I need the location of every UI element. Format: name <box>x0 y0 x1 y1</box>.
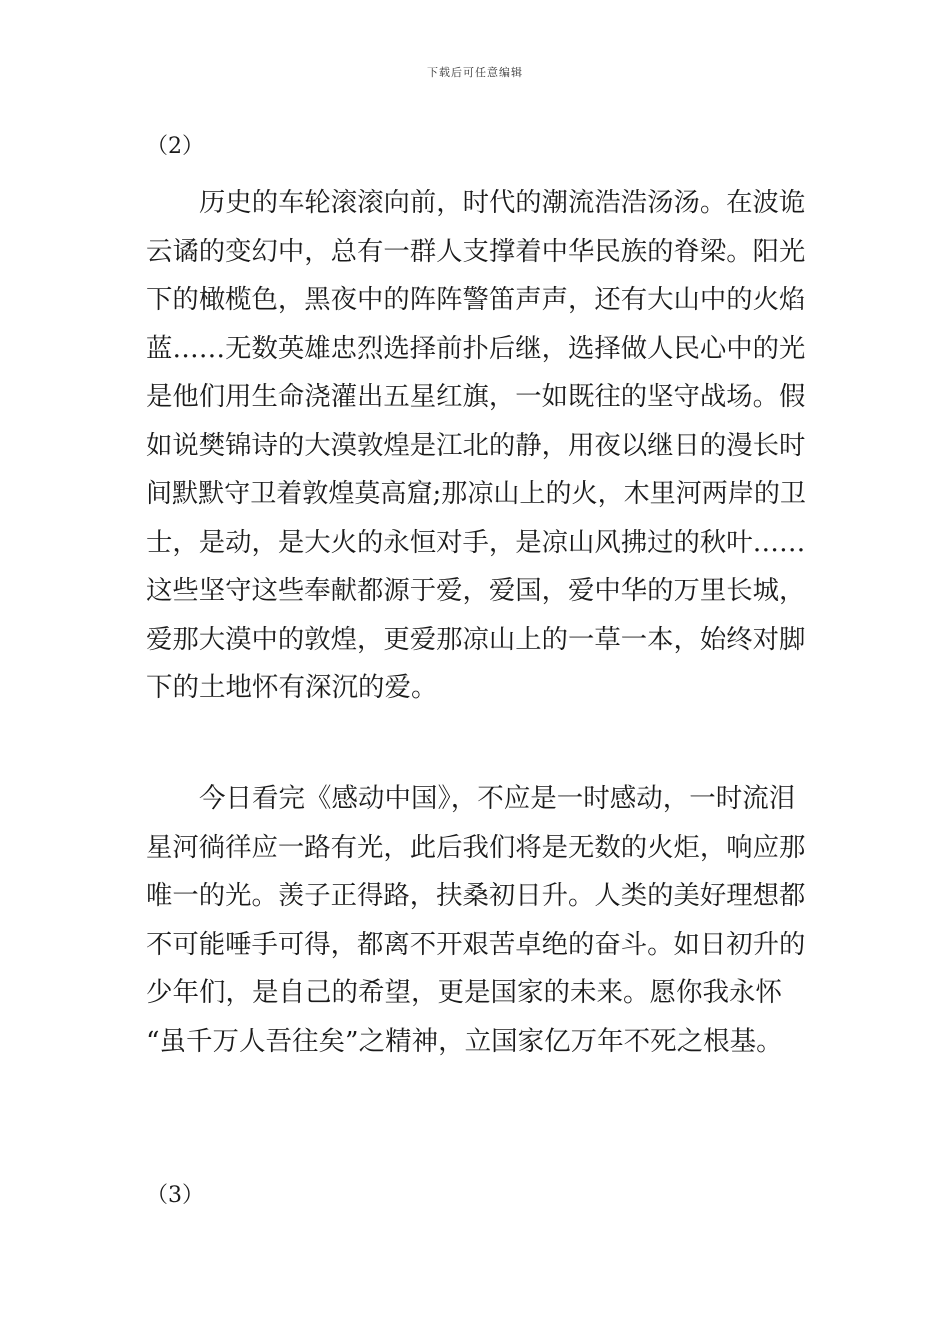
paragraph-line: 星河徜徉应一路有光，此后我们将是无数的火炬，响应那 <box>146 832 806 863</box>
paragraph-line: 今日看完《感动中国》，不应是一时感动，一时流泪 <box>199 783 796 814</box>
paragraph-line: 下的橄榄色，黑夜中的阵阵警笛声声，还有大山中的火焰 <box>146 285 806 315</box>
paragraph-history <box>146 179 806 713</box>
paragraph-line: 蓝……无数英雄忠烈选择前扑后继，选择做人民心中的光 <box>146 333 806 364</box>
paragraph-line: 是他们用生命浇灌出五星红旗，一如既往的坚守战场。假 <box>146 382 806 412</box>
paragraph-line: 间默默守卫着敦煌莫高窟;那凉山上的火，木里河两岸的卫 <box>146 479 806 509</box>
paragraph-line: 爱那大漠中的敦煌，更爱那凉山上的一草一本，始终对脚 <box>146 624 806 655</box>
paragraph-line: 如说樊锦诗的大漠敦煌是江北的静，用夜以继日的漫长时 <box>146 430 806 461</box>
paragraph-moving-china <box>146 775 806 1066</box>
paragraph-line: 云谲的变幻中，总有一群人支撑着中华民族的脊梁。阳光 <box>146 236 806 267</box>
paragraph-line: 历史的车轮滚滚向前，时代的潮流浩浩汤汤。在波诡 <box>199 188 806 218</box>
page-header: 下载后可任意编辑 <box>427 66 523 79</box>
paragraph-line: 士，是动，是大火的永恒对手，是凉山风拂过的秋叶…… <box>146 527 806 558</box>
paragraph-line: 少年们，是自己的希望，更是国家的未来。愿你我永怀 <box>146 977 782 1008</box>
paragraph-line: 这些坚守这些奉献都源于爱，爱国，爱中华的万里长城， <box>146 576 806 606</box>
paragraph-line: 唯一的光。羡子正得路，扶桑初日升。人类的美好理想都 <box>146 881 806 911</box>
paragraph-line: 不可能唾手可得，都离不开艰苦卓绝的奋斗。如日初升的 <box>146 929 806 960</box>
section-label-2: （2） <box>146 134 204 159</box>
paragraph-line: “虽千万人吾往矣”之精神，立国家亿万年不死之根基。 <box>146 1025 783 1057</box>
section-label-3: （3） <box>146 1183 204 1208</box>
paragraph-line: 下的土地怀有深沉的爱。 <box>146 672 438 703</box>
